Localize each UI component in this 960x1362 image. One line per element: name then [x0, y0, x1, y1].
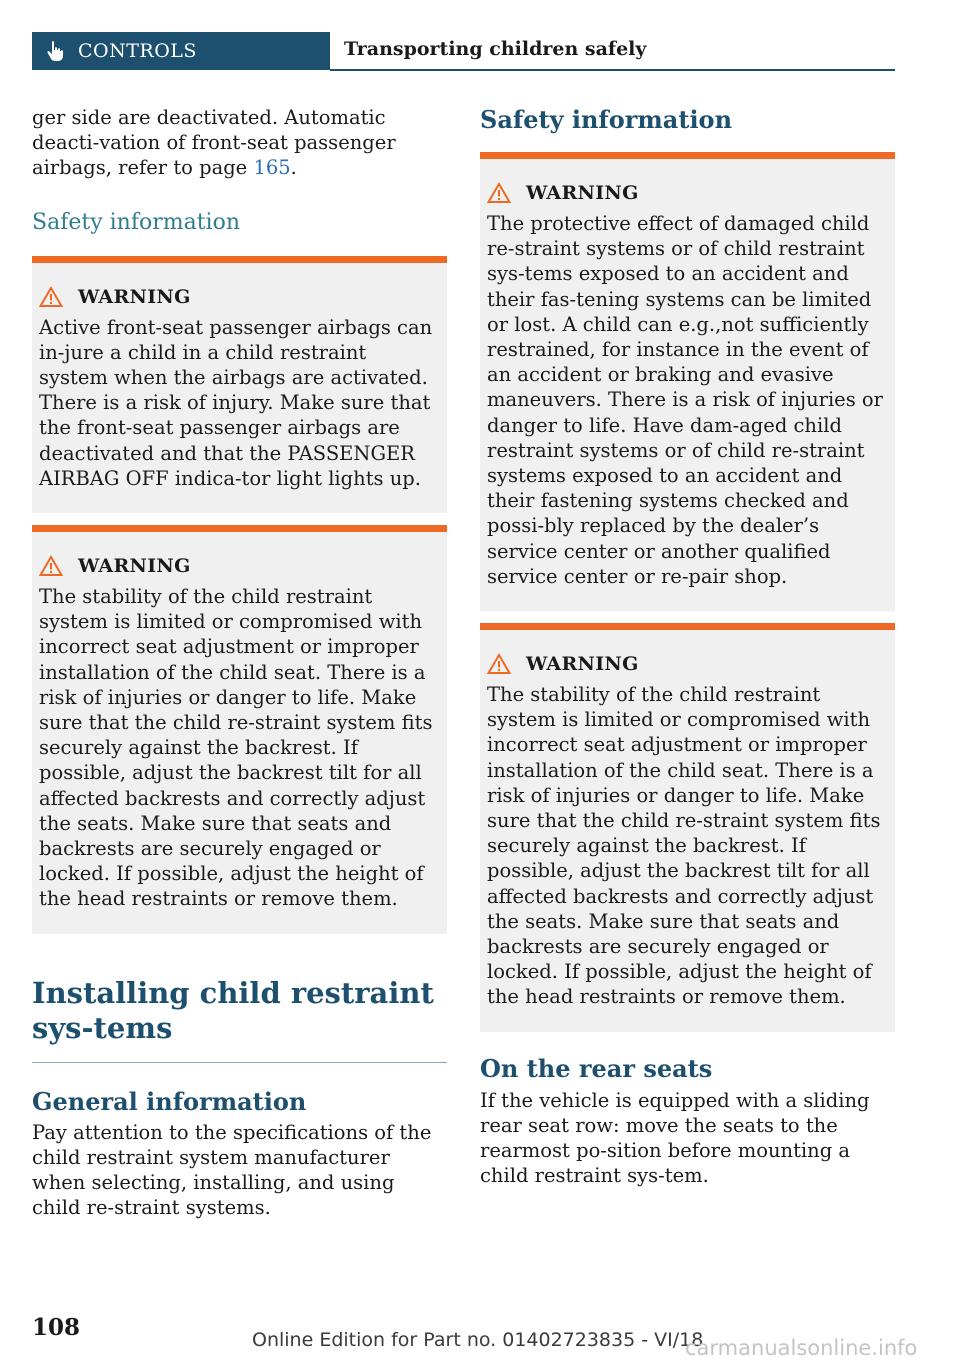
- warning-text: Active front-seat passenger airbags can in-jure a child in a child restraint system when the airbags are activated. There is a risk of injury. Make sure that the front-seat passenger airbags are deactivated and that the PASSENGER AIRBAG OFF indica-tor light lights up.: [39, 315, 433, 490]
- warning-label: WARNING: [526, 182, 639, 204]
- warning-header: [487, 181, 887, 205]
- installing-heading: Installing child restraint sys-tems: [32, 975, 434, 1045]
- warning-header: [487, 652, 887, 676]
- header-rule: [330, 69, 895, 71]
- heading-rule: [32, 1062, 447, 1063]
- warning-box: [480, 152, 895, 611]
- safety-heading-right: Safety information: [480, 105, 733, 134]
- rear-seats-paragraph: If the vehicle is equipped with a sliding rear seat row: move the seats to the rearmost po-sition before mounting a child restraint sys-tem.: [480, 1088, 870, 1188]
- watermark: carmanualsonline.info: [685, 1336, 918, 1360]
- warning-box: [480, 623, 895, 1032]
- pointing-hand-icon: [44, 40, 66, 62]
- warning-header: [39, 285, 439, 309]
- section-label: CONTROLS: [78, 40, 197, 62]
- page-link-165[interactable]: 165: [253, 156, 291, 180]
- intro-paragraph: [32, 105, 447, 181]
- warning-triangle-icon: [39, 286, 63, 308]
- warning-text: The protective effect of damaged child re-straint systems or of child restraint sys-tems exposed to an accident and their fas-tening systems can be limited or lost. A child can e.g.,not sufficiently restrained, for instance in the event of an accident or braking and evasive maneuvers. There is a risk of injuries or danger to life. Have dam-aged child restraint systems or of child re-straint systems exposed to an accident and their fastening systems checked and possi-bly replaced by the dealer’s service center or another qualified service center or re-pair shop.: [487, 212, 883, 588]
- page-header: [32, 32, 895, 72]
- warning-text: The stability of the child restraint system is limited or compromised with incorrect seat adjustment or improper installation of the child seat. There is a risk of injuries or danger to life. Make sure that the child re-straint system fits securely against the backrest. If possible, adjust the backrest tilt for all affected backrests and correctly adjust the seats. Make sure that seats and backrests are securely engaged or locked. If possible, adjust the height of the head restraints or remove them.: [487, 683, 881, 1009]
- general-heading: General information: [32, 1086, 307, 1116]
- warning-label: WARNING: [526, 653, 639, 676]
- page-number: 108: [32, 1314, 81, 1341]
- warning-triangle-icon: [39, 555, 63, 577]
- warning-box: [32, 525, 447, 934]
- warning-triangle-icon: [487, 182, 511, 204]
- right-column: [480, 105, 895, 1189]
- intro-end: .: [290, 156, 297, 180]
- general-paragraph: Pay attention to the specifications of the child restraint system manufacturer when selecting, installing, and using child re-straint systems.: [32, 1120, 432, 1220]
- warning-text: The stability of the child restraint system is limited or compromised with incorrect seat adjustment or improper installation of the child seat. There is a risk of injuries or danger to life. Make sure that the child re-straint system fits securely against the backrest. If possible, adjust the backrest tilt for all affected backrests and correctly adjust the seats. Make sure that seats and backrests are securely engaged or locked. If possible, adjust the height of the head restraints or remove them.: [39, 585, 433, 911]
- left-column: [32, 105, 447, 1220]
- warning-label: WARNING: [78, 555, 191, 578]
- warning-box: [32, 256, 447, 513]
- warning-triangle-icon: [487, 653, 511, 675]
- warning-label: WARNING: [78, 285, 191, 308]
- warning-header: [39, 554, 439, 578]
- intro-text: ger side are deactivated. Automatic deacti-vation of front-seat passenger airbags, refer to page: [32, 106, 396, 180]
- safety-heading-left: Safety information: [32, 209, 240, 235]
- rear-seats-heading: On the rear seats: [480, 1053, 713, 1083]
- section-tab: [32, 32, 330, 70]
- chapter-title: Transporting children safely: [344, 38, 647, 60]
- edition-footer: Online Edition for Part no. 01402723835 - VI/18: [252, 1329, 704, 1351]
